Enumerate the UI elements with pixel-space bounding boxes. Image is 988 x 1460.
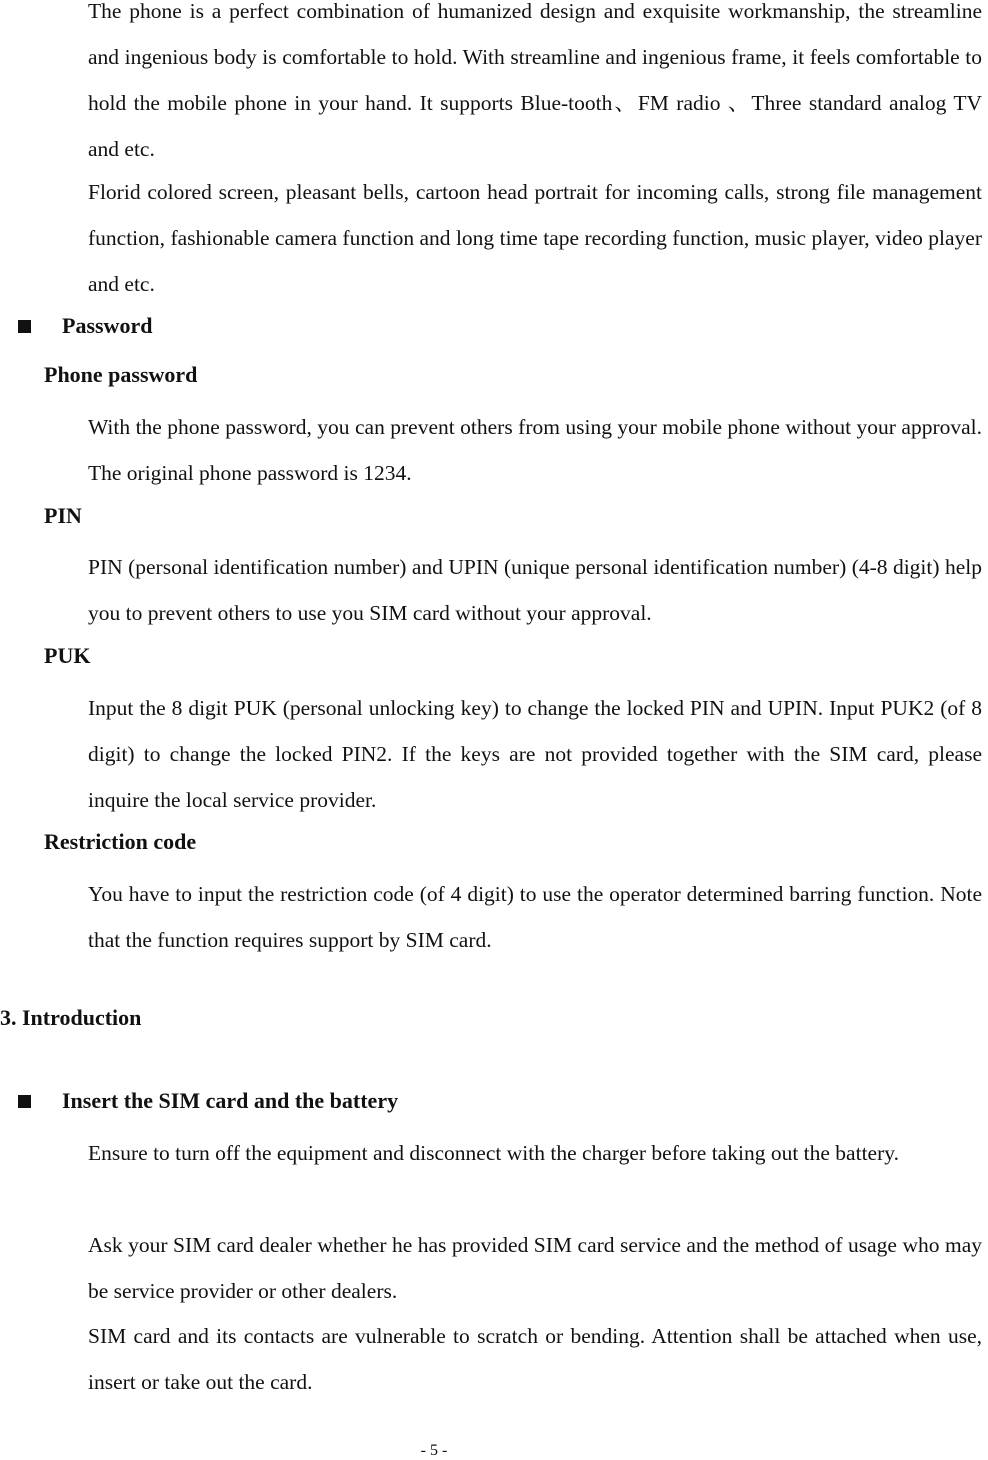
square-bullet-icon [18,1095,31,1108]
password-heading-label: Password [62,313,153,338]
phone-password-title: Phone password [44,362,198,387]
page-number: - 5 - [420,1442,448,1459]
insert-sim-paragraph-3: SIM card and its contacts are vulnerable to scratch or bending. Attention shall be attached when use, insert or take out the card. [88,1324,982,1394]
puk-text: Input the 8 digit PUK (personal unlocking key) to change the locked PIN and UPIN. Input PUK2 (of 8 digit) to change the locked PIN2. If the keys are not provided together with the SIM card, please inquire the local service provider. [88,696,982,812]
section-heading-introduction: 3. Introduction [0,1005,142,1030]
insert-sim-heading-label: Insert the SIM card and the battery [62,1088,399,1113]
intro-paragraph-1: The phone is a perfect combination of humanized design and exquisite workmanship, the streamline and ingenious body is comfortable to hold. With streamline and ingenious frame, it feels comfortable to hold the mobile phone in your hand. It supports Blue-tooth、FM radio 、Three standard analog TV and etc. [88,0,982,161]
puk-title: PUK [44,643,91,668]
pin-title: PIN [44,503,82,528]
restriction-code-title: Restriction code [44,829,197,854]
password-bullet-heading [18,312,152,340]
insert-sim-paragraph-1: Ensure to turn off the equipment and disconnect with the charger before taking out the battery. [88,1141,899,1165]
insert-sim-paragraph-2: Ask your SIM card dealer whether he has provided SIM card service and the method of usage who may be service provider or other dealers. [88,1233,982,1303]
pin-text: PIN (personal identification number) and UPIN (unique personal identification number) (4-8 digit) help you to prevent others to use you SIM card without your approval. [88,555,982,625]
phone-password-text: With the phone password, you can prevent others from using your mobile phone without your approval. The original phone password is 1234. [88,415,982,485]
intro-paragraph-2: Florid colored screen, pleasant bells, cartoon head portrait for incoming calls, strong file management function, fashionable camera function and long time tape recording function, music player, video player and etc. [88,180,982,296]
square-bullet-icon [18,320,31,333]
restriction-code-text: You have to input the restriction code (of 4 digit) to use the operator determined barring function. Note that the function requires support by SIM card. [88,882,982,952]
insert-sim-bullet-heading [18,1087,398,1115]
